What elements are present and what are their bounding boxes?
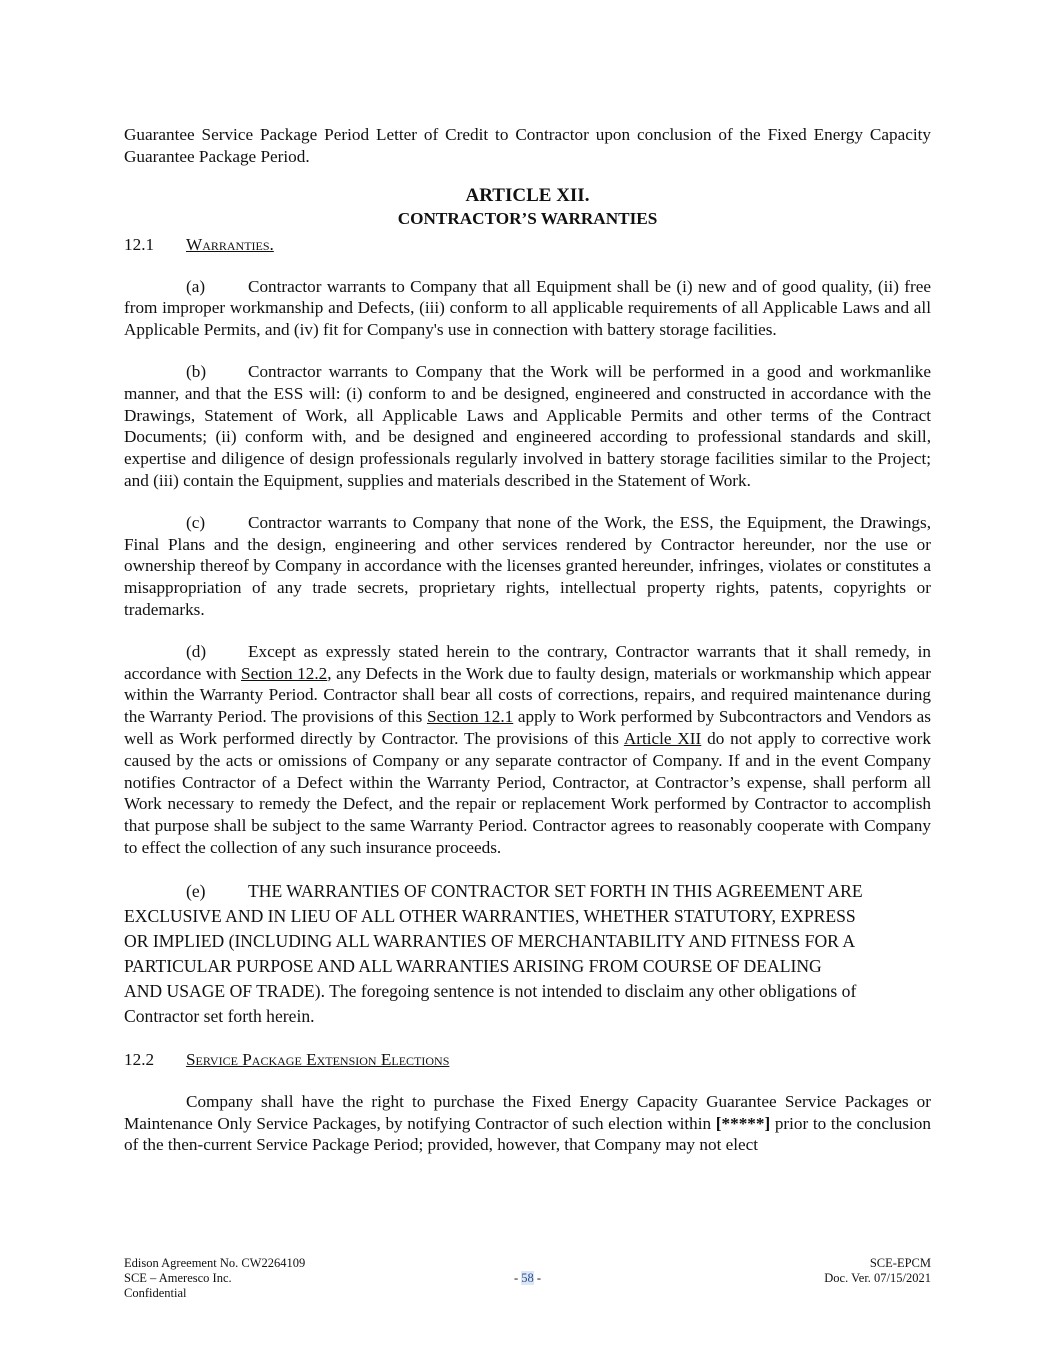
paragraph-a [124,276,931,341]
paragraph-text: Contractor warrants to Company that all Equipment shall be (i) new and of good quality, (ii) free from improper workmanship and Defects, (iii) conform to all applicable requirements of all Applicable Laws and all Applicable Permits, and (iv) fit for Company's use in connection with battery storage facilities. [124,276,931,340]
page-number-prefix: - [513,1271,522,1285]
section-title: Service Package Extension Elections [186,1049,450,1069]
section-12-2-link[interactable]: Section 12.2 [241,663,328,683]
paragraph-label: (a) [186,276,206,296]
paragraph-line: AND USAGE OF TRADE). The foregoing sentence is not intended to disclaim any other obligations of [124,980,857,1001]
paragraph-text: prior to the conclusion of the then-current Service Package Period; provided, however, that Company may not elect [124,1113,931,1155]
section-title: Warranties. [186,234,274,254]
paragraph-label: (b) [186,361,207,381]
paragraph-text: apply to Work performed by Subcontractors and Vendors as well as Work performed directly by Contractor. The provisions of this [124,707,931,748]
paragraph-text: Company shall have the right to purchase the Fixed Energy Capacity Guarantee Service Packages or Maintenance Only Service Packages, by notifying Contractor of such election within [124,1091,931,1133]
paragraph-e [124,879,931,1029]
paragraph-line: Contractor set forth herein. [124,1005,315,1026]
page-number-value: 58 [521,1271,534,1285]
redacted-value: [*****] [715,1113,771,1133]
paragraph-text: Contractor warrants to Company that the Work will be performed in a good and workmanlike manner, and that the ESS will: (i) conform to and be designed, engineered and constructed in accordance with the Drawings, Statement of Work, all Applicable Laws and Applicable Permits and other terms of the Contract Documents; (ii) conform with, and be designed and engineered according to professional standards and skill, expertise and diligence of design professionals regularly involved in battery storage facilities similar to the Project; and (iii) contain the Equipment, supplies and materials described in the Statement of Work. [124,361,931,490]
paragraph-line: THE WARRANTIES OF CONTRACTOR SET FORTH IN THIS AGREEMENT ARE [248,880,863,901]
paragraph-d [124,641,931,859]
paragraph-b [124,361,931,492]
paragraph-text: Contractor warrants to Company that none of the Work, the ESS, the Equipment, the Drawings, Final Plans and the design, engineering and other services rendered by Contractor hereunder, nor the use or ownership thereof by Company in accordance with the licenses granted hereunder, infringes, violates or constitutes a misappropriation of any trade secrets, proprietary rights, intellectual property rights, patents, copyrights or trademarks. [124,512,931,619]
paragraph-text: , any Defects in the Work due to faulty design, materials or workmanship which appear within the Warranty Period. Contractor shall bear all costs of corrections, repairs, and required maintenance during the Warranty Period. The provisions of this [124,663,931,727]
section-12-1-heading [124,234,931,256]
agreement-number: Edison Agreement No. CW2264109 [124,1256,306,1270]
doc-version: Doc. Ver. 07/15/2021 [824,1271,931,1285]
paragraph-label: (d) [186,641,207,661]
footer-right [824,1256,931,1286]
article-title: CONTRACTOR’S WARRANTIES [397,208,658,228]
paragraph-12-2 [124,1091,931,1156]
confidential-label: Confidential [124,1286,187,1300]
section-number: 12.2 [124,1049,155,1069]
parties: SCE – Ameresco Inc. [124,1271,232,1285]
page-number-suffix: - [533,1271,542,1285]
page-number [124,1271,931,1286]
paragraph-line: OR IMPLIED (INCLUDING ALL WARRANTIES OF MERCHANTABILITY AND FITNESS FOR A [124,930,856,951]
section-12-2-heading [124,1049,931,1071]
continuation-paragraph: Guarantee Service Package Period Letter of Credit to Contractor upon conclusion of the Fixed Energy Capacity Guarantee Package Period. [124,125,931,166]
paragraph-line: EXCLUSIVE AND IN LIEU OF ALL OTHER WARRANTIES, WHETHER STATUTORY, EXPRESS [124,905,856,926]
section-number: 12.1 [124,234,155,254]
paragraph-text: do not apply to corrective work caused by the acts or omissions of Company or any separate contractor of Company. If and in the event Company notifies Contractor of a Defect within the Warranty Period, Contractor, at Contractor’s expense, shall perform all Work necessary to remedy the Defect, and the repair or replacement Work performed by Contractor to accomplish that purpose shall be subject to the same Warranty Period. Contractor agrees to reasonably cooperate with Company to effect the collection of any such insurance proceeds. [124,728,931,857]
document-page [124,124,931,1156]
paragraph-c [124,512,931,621]
article-number: ARTICLE XII. [465,184,590,206]
paragraph-label: (c) [186,512,206,532]
doc-code: SCE-EPCM [869,1256,931,1270]
article-xii-link[interactable]: Article XII [623,728,702,748]
paragraph-label: (e) [186,880,206,901]
paragraph-line: PARTICULAR PURPOSE AND ALL WARRANTIES ARISING FROM COURSE OF DEALING [124,955,822,976]
paragraph-text: Except as expressly stated herein to the contrary, Contractor warrants that it shall remedy, in accordance with [124,641,931,683]
section-12-1-link[interactable]: Section 12.1 [426,707,514,727]
